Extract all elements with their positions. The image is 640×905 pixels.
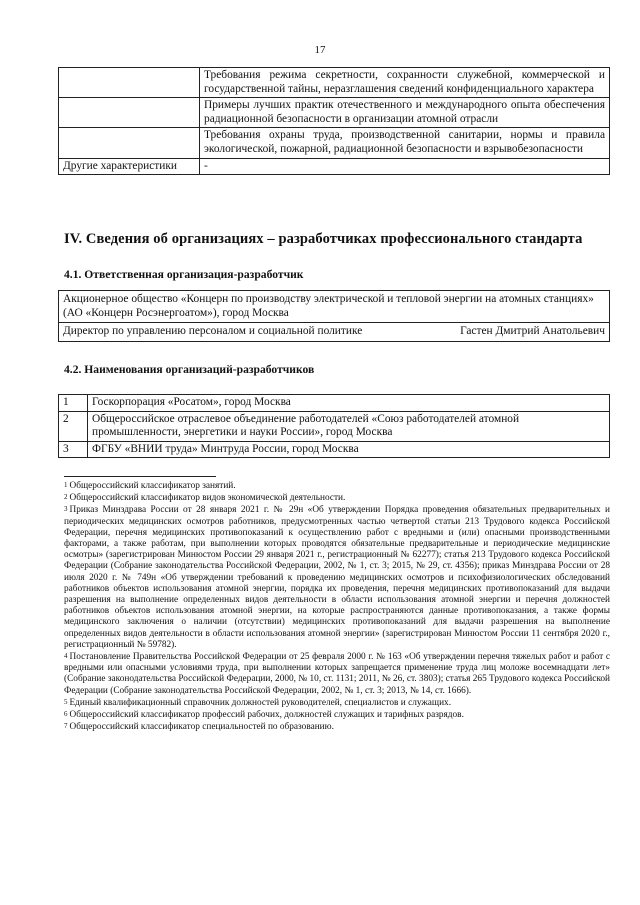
responsible-org-name: Акционерное общество «Концерн по производству электрической и тепловой энергии на атомных станциях» (АО «Концерн Росэнергоатом»), город Москва (59, 291, 610, 323)
footnote-text: Общероссийский классификатор занятий. (69, 481, 236, 491)
developer-orgs-table (58, 394, 610, 458)
row-number: 2 (59, 411, 88, 441)
footnote-text: Общероссийский классификатор видов экономической деятельности. (69, 493, 346, 504)
row-text: Примеры лучших практик отечественного и международного опыта обеспечения радиационной безопасности в организации атомной отрасли (200, 98, 610, 128)
row-text: - (200, 158, 610, 175)
footnote-mark: 5 (64, 697, 68, 706)
row-label (59, 68, 200, 98)
footnote (64, 722, 610, 733)
footnote (64, 505, 610, 651)
footnote (64, 493, 610, 504)
row-text: Требования охраны труда, производственной санитарии, нормы и правила экологической, пожарной, радиационной безопасности и взрывобезопасности (200, 128, 610, 158)
footnote-mark: 7 (64, 722, 68, 731)
footnote-mark: 3 (64, 505, 68, 514)
table-row (59, 158, 610, 175)
footnote-mark: 2 (64, 493, 68, 502)
developer-orgs-heading: 4.2. Наименования организаций-разработчиков (64, 363, 315, 376)
responsible-position: Директор по управлению персоналом и социальной политике (63, 325, 363, 338)
table-row (59, 323, 610, 342)
org-name: ФГБУ «ВНИИ труда» Минтруда России, город Москва (88, 441, 610, 458)
footnote (64, 710, 610, 721)
row-number: 1 (59, 395, 88, 412)
table-row (59, 98, 610, 128)
table-row (59, 128, 610, 158)
footnote-text: Постановление Правительства Российской Федерации от 25 февраля 2000 г. № 163 «Об утверждении перечня тяжелых работ и работ с вредными или опасными условиями труда, при выполнении которых запрещается применение труда лиц моложе восемнадцати лет» (Собрание законодательства Российской Федерации, 2000, № 10, ст. 1131; 2011, № 26, ст. 3803); статья 265 Трудового кодекса Российской Федерации (Собрание законодательства Российской Федерации, 2002, № 1, ст. 3; 2013, № 14, ст. 1666). (64, 652, 610, 696)
footnote-mark: 6 (64, 710, 68, 719)
responsible-org-table (58, 290, 610, 342)
footnote-divider (64, 476, 216, 477)
org-name: Госкорпорация «Росатом», город Москва (88, 395, 610, 412)
footnotes (64, 481, 610, 734)
table-row (59, 291, 610, 323)
footnote-text: Общероссийский классификатор специальностей по образованию. (69, 722, 334, 733)
footnote (64, 481, 610, 492)
characteristics-table (58, 67, 610, 175)
table-row (59, 411, 610, 441)
footnote-mark: 4 (64, 652, 68, 661)
org-name: Общероссийское отраслевое объединение работодателей «Союз работодателей атомной промышленности, энергетики и науки России», город Москва (88, 411, 610, 441)
page-number: 17 (314, 44, 326, 56)
responsible-org-heading: 4.1. Ответственная организация-разработчик (64, 268, 304, 281)
section-title: IV. Сведения об организациях – разработчиках профессионального стандарта (64, 231, 583, 247)
responsible-person: Гастен Дмитрий Анатольевич (460, 325, 605, 338)
table-row (59, 395, 610, 412)
footnote-text: Приказ Минздрава России от 28 января 2021 г. № 29н «Об утверждении Порядка проведения обязательных предварительных и периодических медицинских осмотров работников, предусмотренных частью четвертой статьи 213 Трудового кодекса Российской Федерации, перечня медицинских противопоказаний к осуществлению работ с вредными и (или) опасными производственными факторами, а также работам, при выполнении которых проводятся обязательные предварительные и периодические медицинские осмотры» (зарегистрирован Минюстом России 29 января 2021 г., регистрационный № 62277); статья 213 Трудового кодекса Российской Федерации (Собрание законодательства Российской Федерации, 2002, № 1, ст. 3; 2015, № 29, ст. 4356); приказ Минздрава России от 28 июля 2020 г. № 749н «Об утверждении требований к проведению медицинских осмотров и психофизиологических обследований работников объектов использования атомной энергии, порядка их проведения, перечня медицинских противопоказаний для выдачи разрешения на выполнение определенных видов деятельности в области использования атомной энергии и перечня должностей работников объектов использования атомной энергии, на которые распространяются данные противопоказания, а также формы медицинского заключения о наличии (отсутствии) медицинских противопоказаний для выдачи разрешения на выполнение определенных видов деятельности в области использования атомной энергии» (зарегистрирован Минюстом России 11 сентября 2020 г., регистрационный № 59782). (64, 505, 610, 650)
responsible-person-cell (59, 323, 610, 342)
table-row (59, 441, 610, 458)
footnote (64, 652, 610, 697)
footnote (64, 698, 610, 709)
footnote-mark: 1 (64, 481, 68, 489)
row-label (59, 98, 200, 128)
row-label (59, 128, 200, 158)
row-number: 3 (59, 441, 88, 458)
row-text: Требования режима секретности, сохранности служебной, коммерческой и государственной тайны, неразглашения сведений конфиденциального характера (200, 68, 610, 98)
table-row (59, 68, 610, 98)
row-label: Другие характеристики (59, 158, 200, 175)
footnote-text: Общероссийский классификатор профессий рабочих, должностей служащих и тарифных разрядов. (69, 710, 464, 721)
footnote-text: Единый квалификационный справочник должностей руководителей, специалистов и служащих. (69, 697, 452, 708)
